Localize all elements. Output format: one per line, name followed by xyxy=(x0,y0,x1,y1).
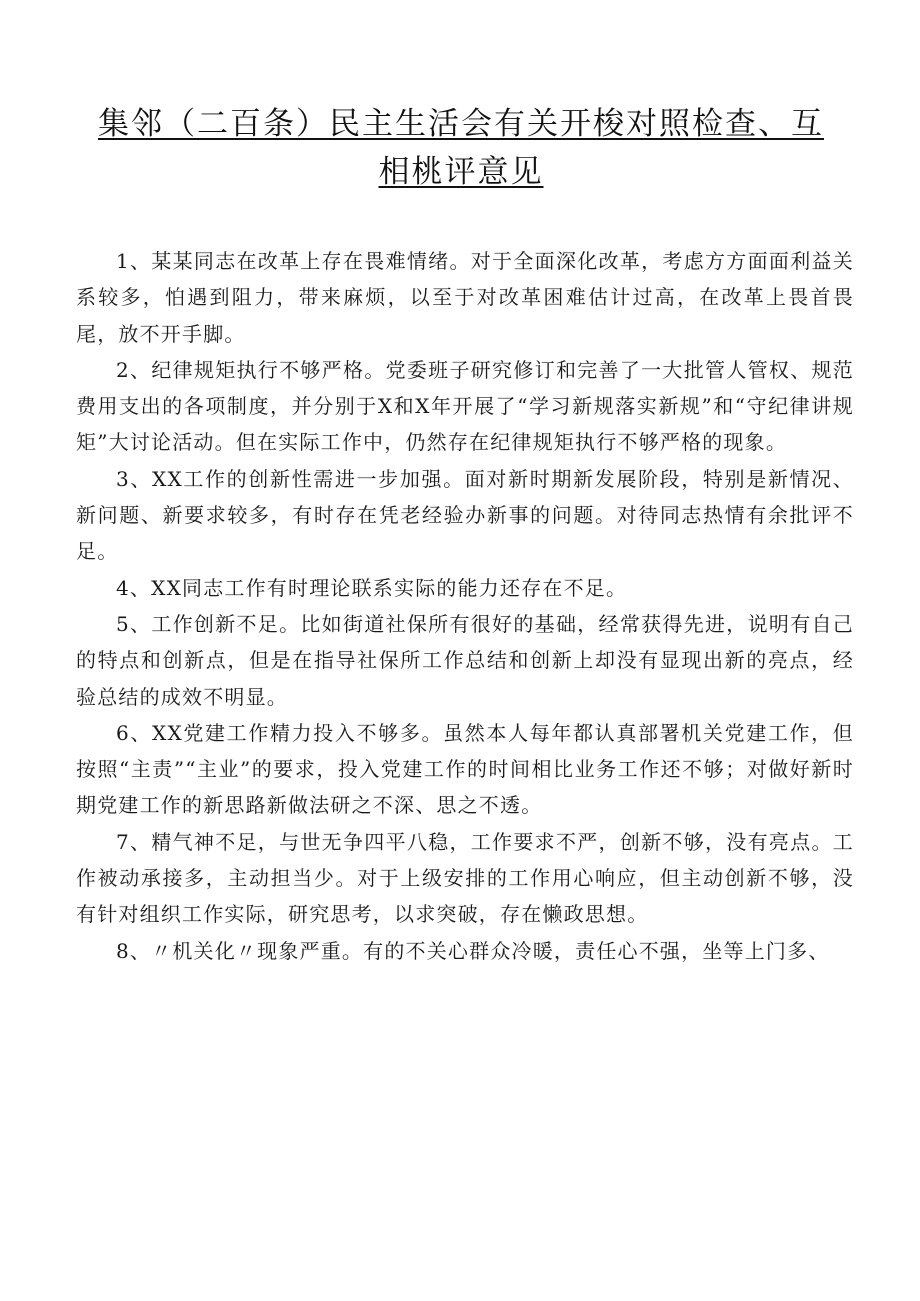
paragraph-7: 7、精气神不足，与世无争四平八稳，工作要求不严，创新不够，没有亮点。工作被动承接多，主动担当少。对于上级安排的工作用心响应，但主动创新不够，没有针对组织工作实际，研究思考，以求突破，存在懒政思想。 xyxy=(76,829,854,927)
paragraph-8: 8、〃机关化〃现象严重。有的不关心群众冷暖，责任心不强，坐等上门多、 xyxy=(116,938,830,963)
paragraph-3: 3、XX工作的创新性需进一步加强。面对新时期新发展阶段，特别是新情况、新问题、新要求较多，有时存在凭老经验办新事的问题。对待同志热情有余批评不足。 xyxy=(76,466,854,564)
paragraph-6: 6、XX党建工作精力投入不够多。虽然本人每年都认真部署机关党建工作，但按照“主责”“主业”的要求，投入党建工作的时间相比业务工作还不够；对做好新时期党建工作的新思路新做法研之不深、思之不透。 xyxy=(76,720,854,818)
title-line-1: 集邻（二百条）民主生活会有关开梭对照检查、互 xyxy=(98,106,824,142)
document-title xyxy=(96,100,826,196)
paragraph-1: 1、某某同志在改革上存在畏难情绪。对于全面深化改革，考虑方方面面利益关系较多，怕遇到阻力，带来麻烦，以至于对改革困难估计过高，在改革上畏首畏尾，放不开手脚。 xyxy=(76,249,854,346)
paragraph-4: 4、XX同志工作有时理论联系实际的能力还存在不足。 xyxy=(116,575,628,600)
title-line-2: 相桃评意见 xyxy=(378,154,544,190)
paragraph-2: 2、纪律规矩执行不够严格。党委班子研究修订和完善了一大批管人管权、规范费用支出的各项制度，并分别于X和X年开展了“学习新规落实新规”和“守纪律讲规矩”大讨论活动。但在实际工作中，仍然存在纪律规矩执行不够严格的现象。 xyxy=(76,357,854,455)
document-body xyxy=(76,243,854,969)
paragraph-5: 5、工作创新不足。比如街道社保所有很好的基础，经常获得先进，说明有自己的特点和创新点，但是在指导社保所工作总结和创新上却没有显现出新的亮点，经验总结的成效不明显。 xyxy=(76,611,854,709)
